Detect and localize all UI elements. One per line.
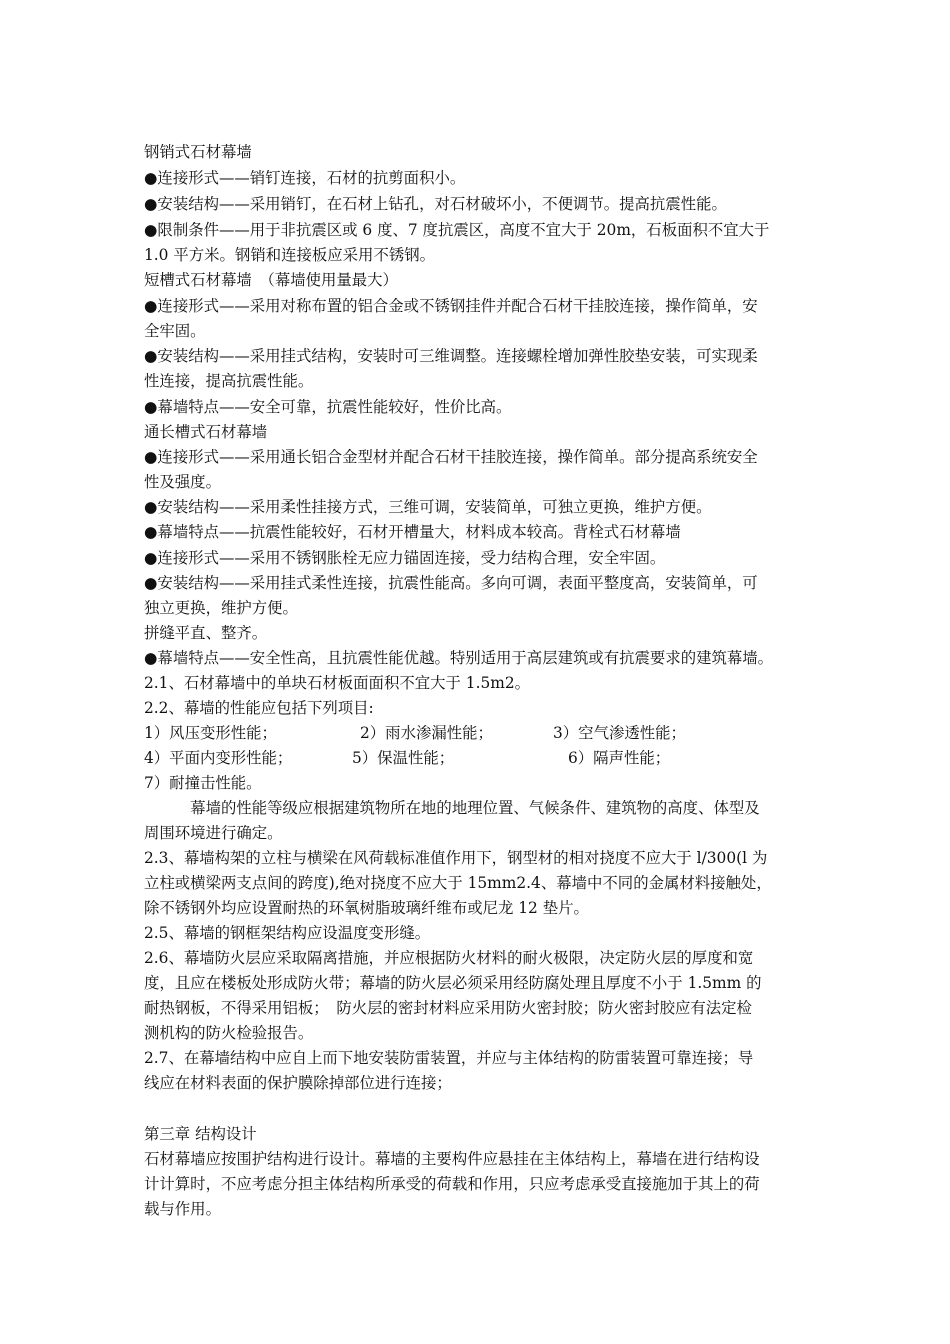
text-line: 测机构的防火检验报告。 (144, 1024, 314, 1042)
text-line: ●安装结构——采用销钉，在石材上钻孔，对石材破坏小，不便调节。提高抗震性能。 (144, 195, 727, 213)
text-line: 全牢固。 (144, 322, 206, 340)
performance-item: 4）平面内变形性能； (144, 749, 293, 767)
text-line: 2.1、石材幕墙中的单块石材板面面积不宜大于 1.5m2。 (144, 674, 531, 692)
text-line: 立柱或横梁两支点间的跨度),绝对挠度不应大于 15mm2.4、幕墙中不同的金属材料接触处， (144, 874, 772, 892)
text-line: 石材幕墙应按围护结构进行设计。幕墙的主要构件应悬挂在主体结构上，幕墙在进行结构设 (144, 1150, 760, 1168)
text-line: 2.3、幕墙构架的立柱与横梁在风荷载标准值作用下，钢型材的相对挠度不应大于 l/300(l 为 (144, 849, 768, 867)
text-line: ●幕墙特点——安全性高，且抗震性能优越。特别适用于高层建筑或有抗震要求的建筑幕墙。 (144, 649, 774, 667)
performance-item: 5）保温性能； (352, 749, 455, 767)
text-line: 线应在材料表面的保护膜除掉部位进行连接； (144, 1074, 452, 1092)
text-line: 周围环境进行确定。 (144, 824, 283, 842)
text-line: ●连接形式——采用对称布置的铝合金或不锈钢挂件并配合石材干挂胶连接，操作简单，安 (144, 297, 758, 315)
performance-item: 2）雨水渗漏性能； (360, 724, 493, 742)
text-line: 钢销式石材幕墙 (144, 143, 252, 161)
text-line: 除不锈钢外均应设置耐热的环氧树脂玻璃纤维布或尼龙 12 垫片。 (144, 899, 589, 917)
text-line: 度，且应在楼板处形成防火带；幕墙的防火层必须采用经防腐处理且厚度不小于 1.5mm 的 (144, 974, 762, 992)
text-line: 独立更换，维护方便。 (144, 599, 298, 617)
text-line: ●限制条件——用于非抗震区或 6 度、7 度抗震区，高度不宜大于 20m，石板面积不宜大于 (144, 221, 770, 239)
performance-item: 1）风压变形性能； (144, 724, 277, 742)
text-line: 短槽式石材幕墙 （幕墙使用量最大） (144, 271, 398, 289)
text-line: 性连接，提高抗震性能。 (144, 372, 314, 390)
performance-item: 6）隔声性能； (568, 749, 671, 767)
text-line: ●连接形式——销钉连接，石材的抗剪面积小。 (144, 169, 466, 187)
text-line: ●连接形式——采用不锈钢胀栓无应力锚固连接，受力结构合理，安全牢固。 (144, 549, 666, 567)
text-line: 耐热钢板，不得采用铝板； 防火层的密封材料应采用防火密封胶；防火密封胶应有法定检 (144, 999, 752, 1017)
text-line: 计计算时，不应考虑分担主体结构所承受的荷载和作用，只应考虑承受直接施加于其上的荷 (144, 1175, 760, 1193)
text-line: 2.2、幕墙的性能应包括下列项目: (144, 699, 374, 717)
performance-item: 7）耐撞击性能。 (144, 774, 262, 792)
text-line: ●安装结构——采用挂式柔性连接，抗震性能高。多向可调，表面平整度高，安装简单，可 (144, 574, 758, 592)
text-line: 通长槽式石材幕墙 (144, 423, 268, 441)
text-line: 2.5、幕墙的钢框架结构应设温度变形缝。 (144, 924, 431, 942)
text-line: ●安装结构——采用挂式结构，安装时可三维调整。连接螺栓增加弹性胶垫安装，可实现柔 (144, 347, 758, 365)
text-line: ●幕墙特点——安全可靠，抗震性能较好，性价比高。 (144, 398, 512, 416)
text-line: 1.0 平方米。钢销和连接板应采用不锈钢。 (144, 246, 436, 264)
text-line: 2.6、幕墙防火层应采取隔离措施，并应根据防火材料的耐火极限，决定防火层的厚度和宽 (144, 949, 754, 967)
text-line: 拼缝平直、整齐。 (144, 624, 268, 642)
text-line: 2.7、在幕墙结构中应自上而下地安装防雷装置，并应与主体结构的防雷装置可靠连接；导 (144, 1049, 754, 1067)
text-line: 第三章 结构设计 (144, 1125, 257, 1143)
text-line: ●连接形式——采用通长铝合金型材并配合石材干挂胶连接，操作简单。部分提高系统安全 (144, 448, 758, 466)
text-line: 性及强度。 (144, 473, 221, 491)
text-line: ●安装结构——采用柔性挂接方式，三维可调，安装简单，可独立更换，维护方便。 (144, 498, 712, 516)
text-line: 载与作用。 (144, 1200, 221, 1218)
text-line: 幕墙的性能等级应根据建筑物所在地的地理位置、气候条件、建筑物的高度、体型及 (144, 799, 760, 817)
text-line: ●幕墙特点——抗震性能较好，石材开槽量大，材料成本较高。背栓式石材幕墙 (144, 523, 681, 541)
performance-item: 3）空气渗透性能； (553, 724, 686, 742)
